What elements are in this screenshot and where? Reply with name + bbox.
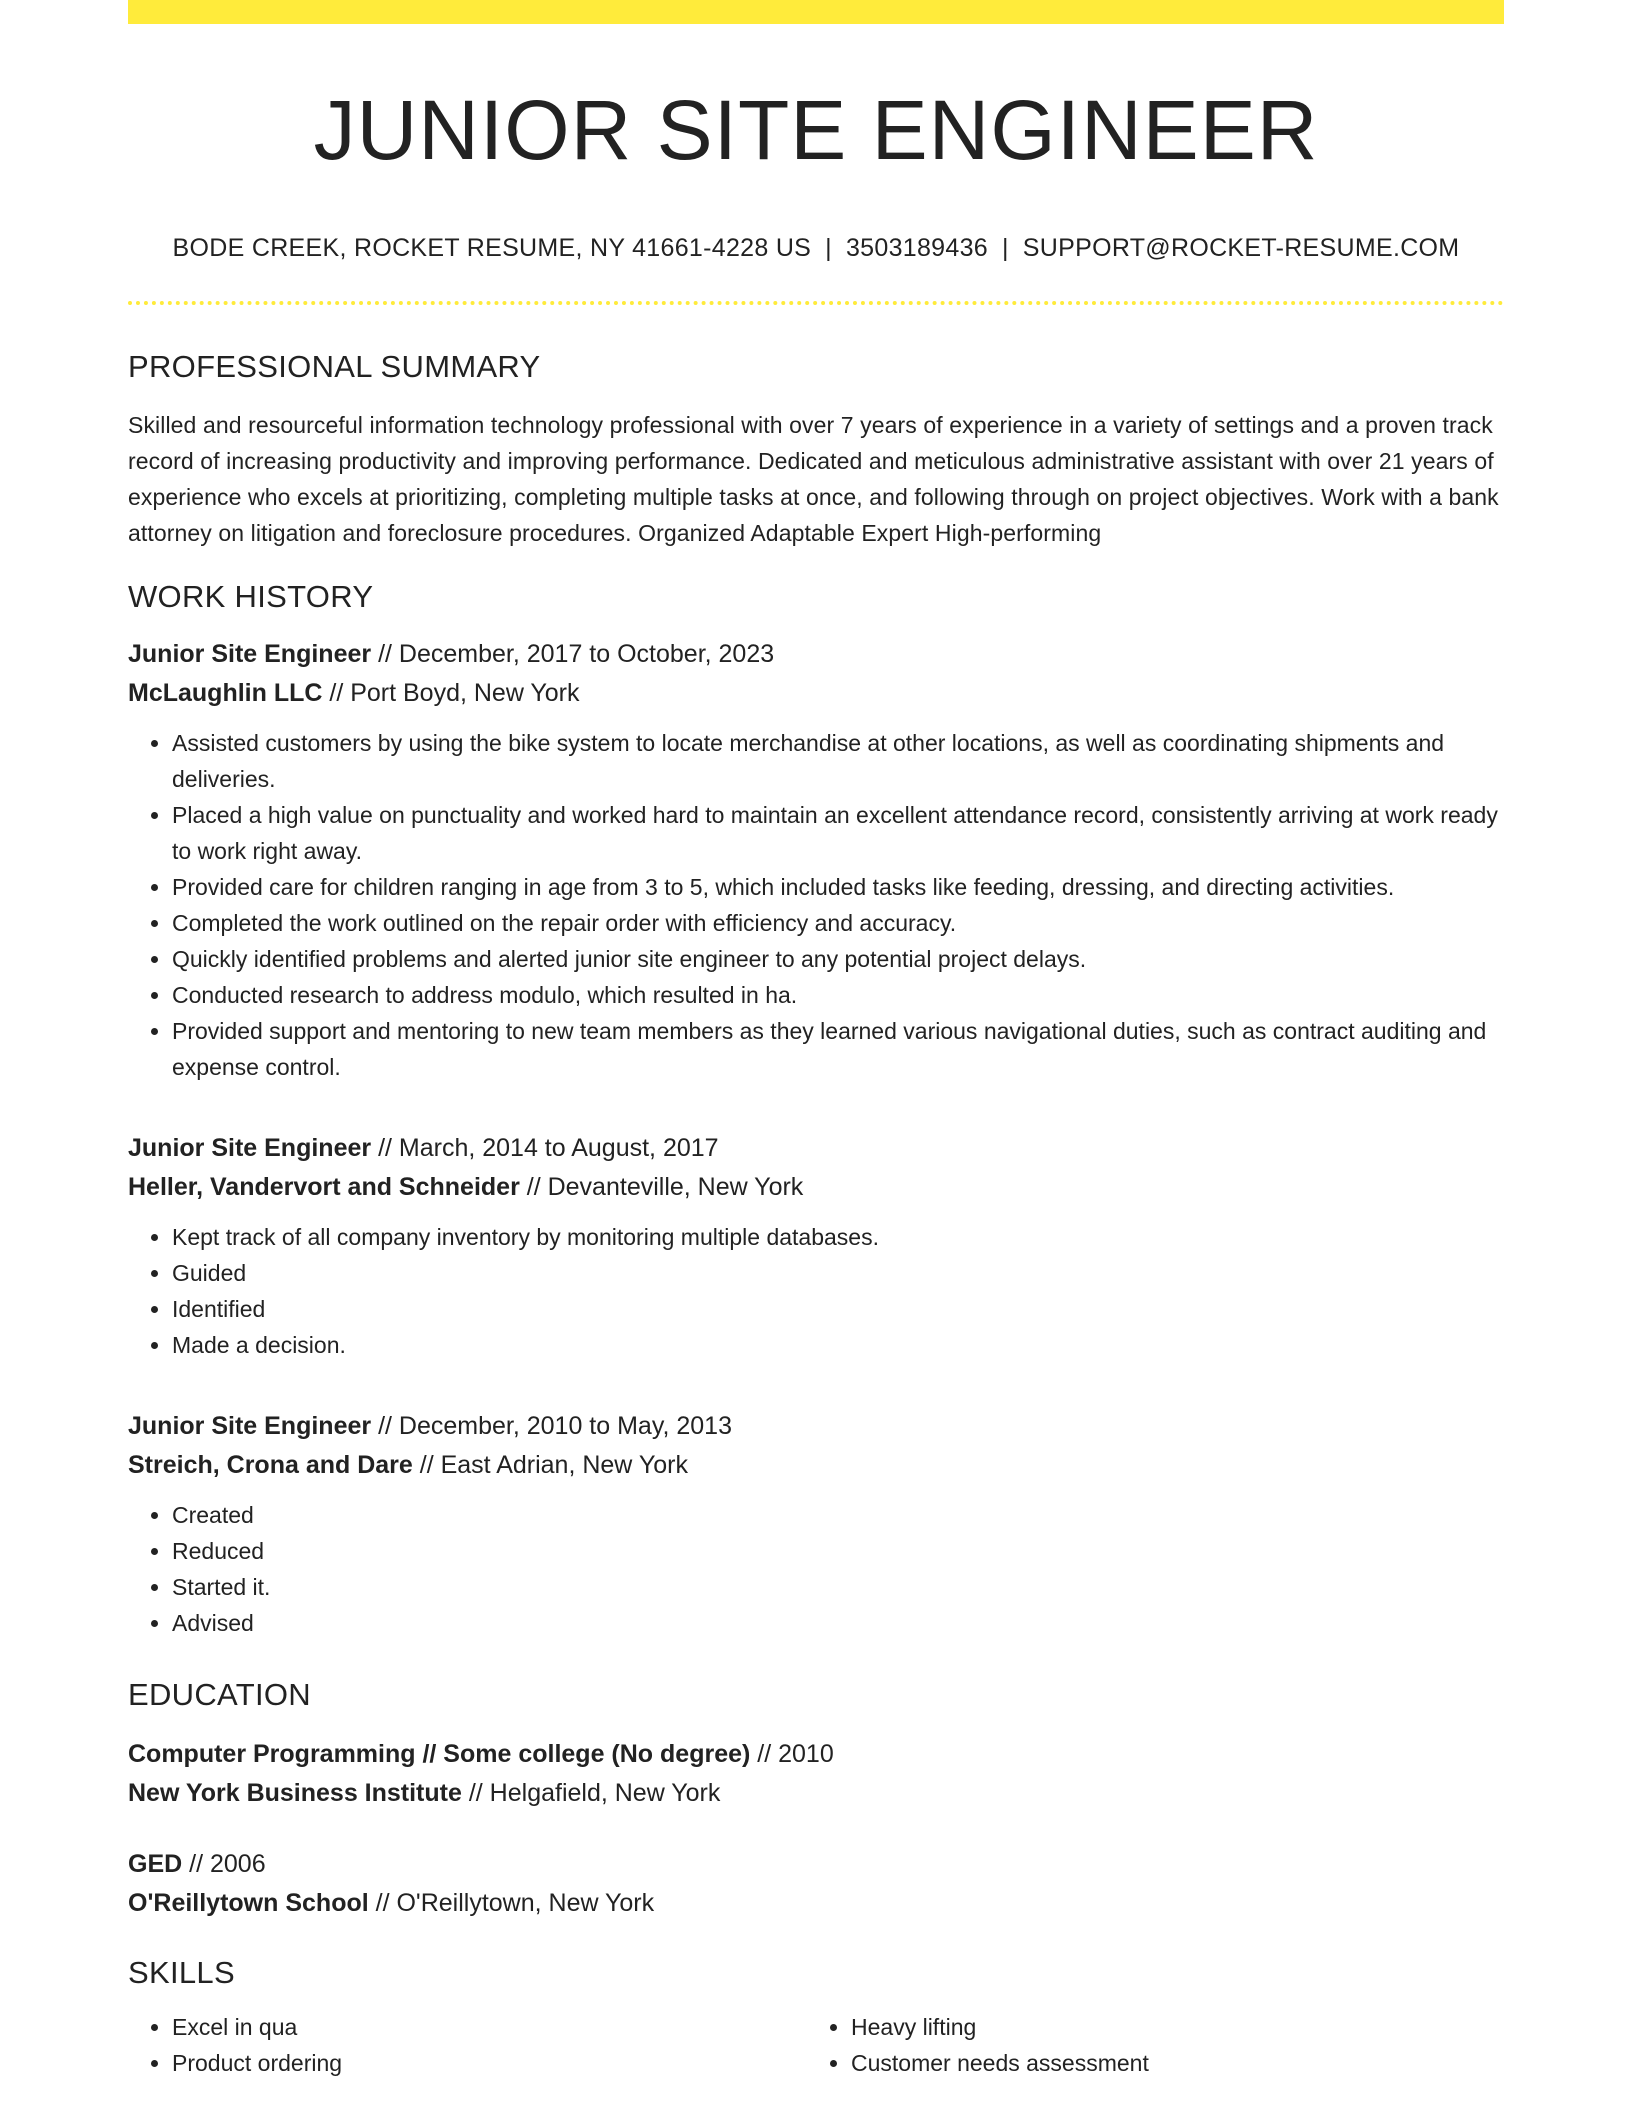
list-item: • Started it. (172, 1569, 1504, 1605)
list-item: • Identified (172, 1291, 1504, 1327)
list-item: • Provided support and mentoring to new team members as they learned various navigational duties, such as contract auditing and expense control. (172, 1013, 1504, 1085)
job-title-line (128, 1407, 1504, 1446)
job-bullets (128, 1219, 1504, 1363)
education-heading: EDUCATION (128, 1677, 311, 1713)
education-school-line (128, 1884, 1504, 1923)
job-entry (128, 635, 1504, 1085)
list-item: • Provided care for children ranging in age from 3 to 5, which included tasks like feeding, dressing, and directing activities. (172, 869, 1504, 905)
job-company-line (128, 1168, 1504, 1207)
contact-separator: | (825, 234, 832, 263)
education-school: New York Business Institute (128, 1779, 462, 1808)
candidate-name: JUNIOR SITE ENGINEER (313, 83, 1319, 177)
dotted-divider (128, 301, 1504, 305)
list-item: • Quickly identified problems and alerted junior site engineer to any potential project delays. (172, 941, 1504, 977)
job-entry (128, 1407, 1504, 1641)
list-item: • Placed a high value on punctuality and worked hard to maintain an excellent attendance record, consistently arriving at work ready to work right away. (172, 797, 1504, 869)
job-title-line (128, 635, 1504, 674)
job-company: McLaughlin LLC (128, 679, 323, 708)
list-item: • Reduced (172, 1533, 1504, 1569)
list-item: • Completed the work outlined on the repair order with efficiency and accuracy. (172, 905, 1504, 941)
skills-list-right (807, 2009, 1486, 2081)
job-title-line (128, 1129, 1504, 1168)
skills-list-left (128, 2009, 807, 2081)
skill-item: • Excel in qua (172, 2009, 807, 2045)
education-year: // 2010 (757, 1740, 834, 1769)
skill-item: • Customer needs assessment (851, 2045, 1486, 2081)
education-entry (128, 1845, 1504, 1923)
list-item: • Advised (172, 1605, 1504, 1641)
job-company-line (128, 674, 1504, 713)
list-item: • Guided (172, 1255, 1504, 1291)
list-item: • Assisted customers by using the bike system to locate merchandise at other locations, as well as coordinating shipments and deliveries. (172, 725, 1504, 797)
job-role: Junior Site Engineer (128, 1134, 372, 1163)
job-dates: // December, 2017 to October, 2023 (378, 640, 775, 669)
list-item: • Created (172, 1497, 1504, 1533)
contact-address: BODE CREEK, ROCKET RESUME, NY 41661-4228 US (172, 234, 812, 263)
education-location: // Helgafield, New York (468, 1779, 721, 1808)
contact-separator: | (1002, 234, 1009, 263)
education-school: O'Reillytown School (128, 1889, 369, 1918)
job-role: Junior Site Engineer (128, 640, 372, 669)
summary-text: Skilled and resourceful information technology professional with over 7 years of experience in a variety of settings and a proven track record of increasing productivity and improving performance. Dedicated and meticulous administrative assistant with over 21 years of experience who excels at prioritizing, completing multiple tasks at once, and following through on project objectives. Work with a bank attorney on litigation and foreclosure procedures. Organized Adaptable Expert High-performing (128, 412, 1499, 547)
job-company-line (128, 1446, 1504, 1485)
contact-email: SUPPORT@ROCKET-RESUME.COM (1022, 234, 1460, 263)
job-dates: // March, 2014 to August, 2017 (378, 1134, 719, 1163)
education-year: // 2006 (189, 1850, 266, 1879)
skill-item: • Heavy lifting (851, 2009, 1486, 2045)
education-degree-line (128, 1845, 1504, 1884)
work-history-heading: WORK HISTORY (128, 579, 374, 615)
education-location: // O'Reillytown, New York (375, 1889, 655, 1918)
job-bullets (128, 725, 1504, 1085)
list-item: • Made a decision. (172, 1327, 1504, 1363)
job-bullets (128, 1497, 1504, 1641)
education-degree: GED (128, 1850, 183, 1879)
education-entry (128, 1735, 1504, 1813)
resume-page (128, 0, 1504, 2081)
job-location: // Devanteville, New York (526, 1173, 804, 1202)
summary-heading: PROFESSIONAL SUMMARY (128, 349, 541, 385)
education-degree-line (128, 1735, 1504, 1774)
education-degree: Computer Programming // Some college (No degree) (128, 1740, 751, 1769)
job-company: Heller, Vandervort and Schneider (128, 1173, 520, 1202)
list-item: • Kept track of all company inventory by monitoring multiple databases. (172, 1219, 1504, 1255)
job-dates: // December, 2010 to May, 2013 (378, 1412, 732, 1441)
skill-item: • Product ordering (172, 2045, 807, 2081)
job-entry (128, 1129, 1504, 1363)
contact-phone: 3503189436 (845, 234, 988, 263)
contact-line (128, 234, 1504, 263)
job-company: Streich, Crona and Dare (128, 1451, 413, 1480)
job-location: // Port Boyd, New York (329, 679, 580, 708)
job-role: Junior Site Engineer (128, 1412, 372, 1441)
list-item: • Conducted research to address modulo, which resulted in ha. (172, 977, 1504, 1013)
education-school-line (128, 1774, 1504, 1813)
accent-top-bar (128, 0, 1504, 24)
job-location: // East Adrian, New York (419, 1451, 688, 1480)
skills-columns (128, 2009, 1504, 2081)
skills-heading: SKILLS (128, 1955, 235, 1991)
